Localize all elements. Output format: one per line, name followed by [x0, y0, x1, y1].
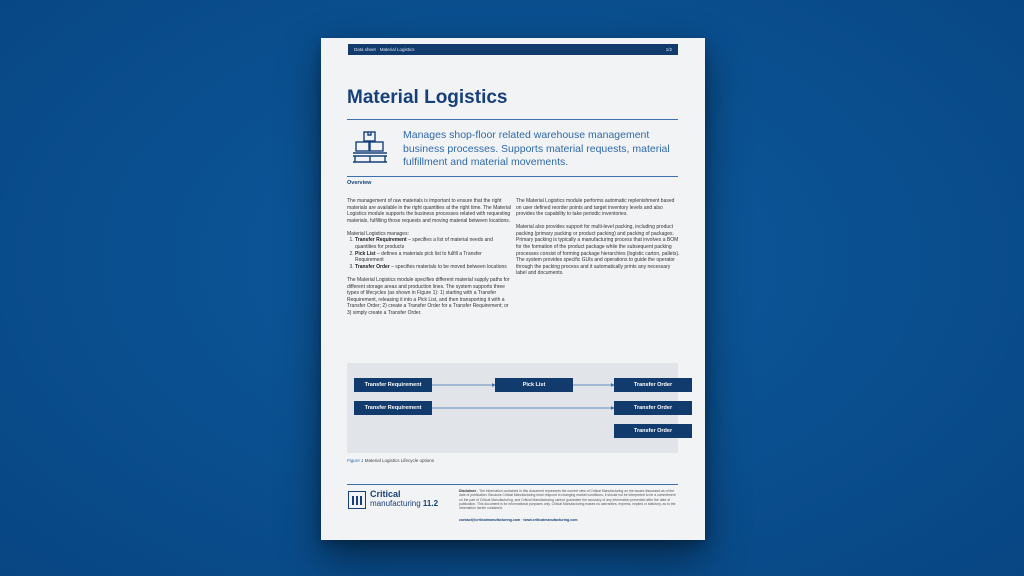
list-item: 2. Pick List – defines a materials pick list to fulfill a Transfer Requirement — [355, 251, 511, 264]
brand-logo-text: Critical manufacturing 11.2 — [370, 489, 439, 508]
page-title: Material Logistics — [347, 87, 508, 108]
transfer-requirement-box: Transfer Requirement — [354, 401, 432, 415]
contact-links[interactable]: contact@criticalmanufacturing.com · www.criticalmanufacturing.com — [459, 518, 578, 522]
lead-summary: Manages shop-floor related warehouse management business processes. Supports material requests, material fulfillment and material movements. — [403, 129, 670, 168]
datasheet-page — [321, 38, 705, 540]
disclaimer-text: Disclaimer - The information contained in this document represents the current view of Critical Manufacturing on the issues discussed as of the date of publication. Because Critical Manufacturing must respond to changing market conditions, it should not be interpreted to be a commitment on the part of Critical Manufacturing, and Critical Manufacturing cannot guarantee the accuracy of any information presented after the date of publication. This document is for informational purposes only. Critical Manufacturing makes no warranties, express, implied or statutory, as to the information herein contained. — [459, 489, 676, 511]
list-item: 1. Transfer Requirement – specifies a list of material needs and quantities for products — [355, 237, 511, 250]
transfer-order-box: Transfer Order — [614, 424, 692, 438]
header-doc-label: Data sheet · Material Logistics — [354, 47, 415, 52]
critical-manufacturing-logo-icon — [348, 491, 366, 509]
packing-paragraph: Material also provides support for multi-level packing, including product packing (primary packing or product packing) and packing of packages. Primary packing is typically a manufacturing process that involves a BOM for the formation of the product package while the subsequent packing processes consist of forming package hierarchies (logistic carton, pallets). The system provides specific GUIs and operations to guide the operator through the packing process and it automatically prints any necessary label and documents. — [516, 224, 680, 277]
transfer-requirement-box: Transfer Requirement — [354, 378, 432, 392]
section-heading-overview: Overview — [347, 180, 372, 186]
transfer-order-box: Transfer Order — [614, 378, 692, 392]
footer-divider — [347, 484, 678, 485]
manages-intro: Material Logistics manages: — [347, 230, 409, 237]
transfer-order-box: Transfer Order — [614, 401, 692, 415]
managed-items-list — [347, 237, 511, 270]
figure-caption: Figure 1 Material Logistics Lifecycle options — [347, 458, 435, 463]
left-column — [347, 198, 511, 323]
lifecycle-paragraph: The Material Logistics module specifies different material supply paths for different storage areas and production lines. The system supports three types of lifecycles (as shown in Figure 1): 1) starting with a Transfer Requirement, releasing it into a Pick List, and then transporting it with a Transfer Order; 2) create a Transfer Order for a Transfer Requirement; or 3) simply create a Transfer Order. — [347, 276, 510, 316]
pick-list-box: Pick List — [495, 378, 573, 392]
title-divider — [347, 119, 678, 120]
right-column — [516, 198, 680, 284]
replenishment-paragraph: The Material Logistics module performs automatic replenishment based on user defined reorder points and target inventory levels and also provides the capability to take periodic inventories. — [516, 198, 675, 218]
overview-paragraph: The management of raw materials is important to ensure that the right materials are available in the right quantities at the right time. The Material Logistics module supports the business processes related with requesting materials, fulfilling those requests and moving material between locations. — [347, 198, 511, 224]
header-page-number: 1/2 — [665, 47, 672, 52]
page-header-bar — [348, 44, 678, 55]
pallet-boxes-icon — [351, 131, 389, 165]
lifecycle-figure — [347, 363, 678, 453]
list-item: 3. Transfer Order – specifies materials to be moved between locations — [355, 264, 511, 271]
lead-divider — [347, 176, 678, 177]
